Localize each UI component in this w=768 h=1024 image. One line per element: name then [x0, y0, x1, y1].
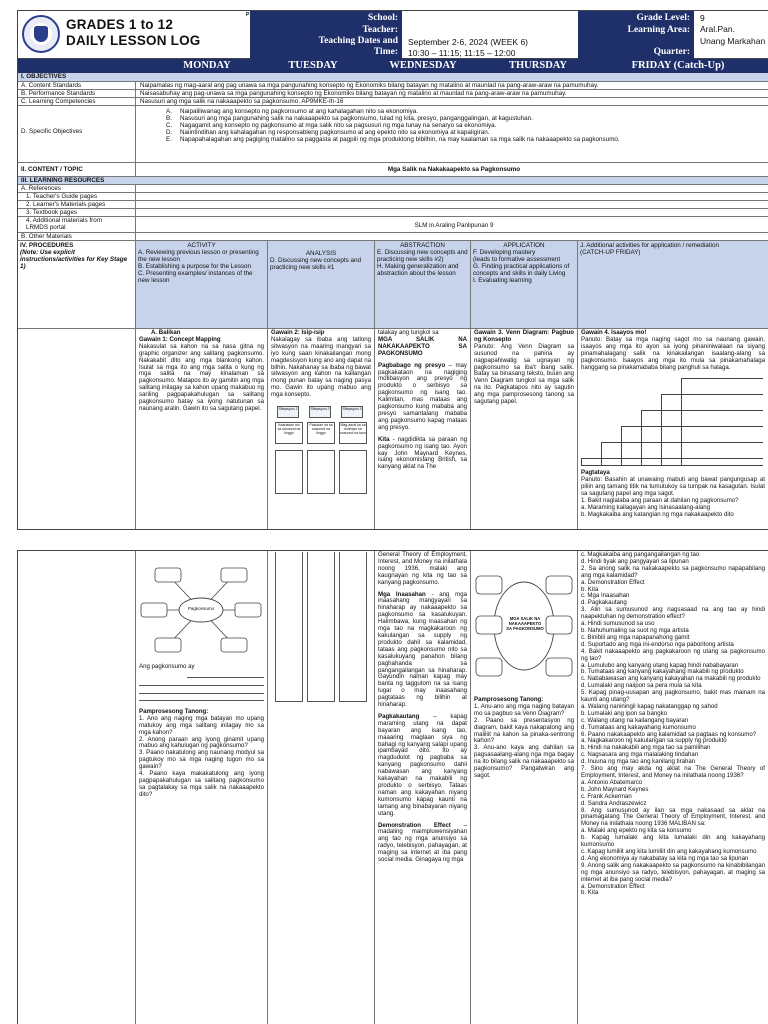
- quiz-questions: c. Magkakaiba ang pangangailangan ng tao d. Hindi tiyak ang pangyayari sa lipunan 2. Sa anong salik na nakakaapekto sa pagkonsumo napapabilang ang mga kalamidad? a. Demonstration Effect b. Kita c. Mga Inaasahan d. Pagkakautang 3. Alin sa sumusunod ang nagsasaad na ang tao ay hindi naapektuhan ng demonstration effect? a. Hindi sumusunod sa uso b. Nahuhumaling sa suot ng mga artista c. Binibili ang mga napapanahong gamit d. Suportado ang mga ini-endorso nga paboritong artista 4. Bakit nakaaapekto ang pagkakaroon ng utang sa pagkonsumo ng tao? a. Lumulubo ang kanyang utang kapag hindi nababayaran b. Tumataas ang kanyang kakayahang makabili ng produkto c. Nababawasan ang kanyang kakayahan na makabili ng produkto d. Lumalaki ang naiipon sa pera mula sa kita 5. Kapag pinag-uusapan ang pagkonsumo, bakit mas mainam na kaunti ang utang? a. Walang naniningil kapag nakatanggap ng sahod b. Lumalaki ang ipon sa bangko c. Walang utang na kailangang bayaran d. Tumataas ang kakayahang kumonsumo 6. Paano nakakaapekto ang kalamidad sa pagtaas ng konsumo? a. Nagkakaroon ng kakulangan sa supply ng produkto b. Hindi na nakakabili ang mga tao sa pamilihan c. Nagsasara ang mga malalaking tindahan d. Inuuna ng mga tao ang kanilang tirahan 7. Sino ang may akda ng aklat na The General Theory of Employment, Interest, and Money na inilathala noong 1936? a. Antonio Abatemarco b. John Maynard Keynes c. Frank Ackerman d. Sandra Andraszewicz 8. Ang sumusunod ay ilan sa mga nakasaad sa aklat na pinamagatang The General Theory of Employment, Interest, and Money na inilathala noong 1936 MALIBAN sa: a. Malaki ang epekto ng kita sa konsumo b. Kapag lumalaki ang kita lumalaki din ang kakayahang kumonsumo c. Kapag lumiliit ang kita lumiliit din ang kakayahang kumonsumo d. Ang ekonomiya ay nakabatay sa kita ng mga tao sa lipunan 9. Anong salik ang nakakaapekto sa pagkonsumo na kinabibilangan ng mga anunsiyo sa radyo, telebisyon, pahayagan, at maging sa internet at iba pang social media? a. Demonstration Effect b. Kita: [581, 551, 765, 897]
- day-monday: MONDAY: [183, 60, 231, 71]
- isip-isip-answer-columns: [271, 552, 371, 702]
- venn-diagram: [474, 562, 574, 697]
- tuesday-col-p1: Gawain 2: Isip-isip Nakalagay sa ibaba ang tatlong sitwasyon na maaring mangyari sa iyo kung saan kinakailangan mong magdesisyon kung ano ang dapat na bilhin. Nakahanay sa ibaba ng bawat sitwasyon ang kahon na kailangan mong punan batay sa naging pasya mo. Gawin ito upang mabuo ang mga konsepto. Sitwasyon 1 Sitwasyon 2 Sitwasyon 3 Kaarawan mo sa susunod na linggo Pasukan na sa susunod na linggo Mag-aaral ka sa kolehiyo sa susunod na taon: [268, 329, 375, 530]
- time-value: 10:30 – 11:15; 11:15 – 12:00: [408, 48, 516, 58]
- isip-isip-diagram: [271, 404, 371, 496]
- content-topic-row: [18, 163, 768, 177]
- school-label: School:: [367, 13, 398, 23]
- wednesday-col-p1: talakay ang tungkol sa MGA SALIK NA NAKAKAAPEKTO SA PAGKONSUMO Pagbabago ng presyo – may pagkakataon na nagiging motibasyon ang presyo ng produkto o serbisyo sa pagkonsumo ng isang tao. Kalimitan, mas mataas ang pagkonsumo kung mababa ang presyo samantalang mababa ang pagkonsumo kapag mataas ang presyo. Kita - nagdidikta sa paraan ng pagkonsumo ng isang tao. Ayon kay John Maynard Keynes, isang ekonomistang British, sa kanyang aklat na The: [375, 329, 471, 530]
- quarter-label: Quarter:: [653, 47, 690, 57]
- teacher-label: Teacher:: [362, 25, 398, 35]
- day-wednesday: WEDNESDAY: [389, 60, 457, 71]
- content-topic-label: II. CONTENT / TOPIC: [18, 163, 136, 176]
- specific-objectives-list: [140, 108, 768, 143]
- content-topic-value: Mga Salik na Nakakaapekto sa Pagkonsumo: [387, 166, 521, 173]
- sitwasyon-3-box: Sitwasyon 3: [341, 406, 363, 418]
- venn-center-label: MGA SALIK NA NAKAAAPEKTO SA PAGKONSUMO: [506, 616, 544, 631]
- day-thursday: THURSDAY: [509, 60, 567, 71]
- time-label: Time:: [373, 47, 398, 57]
- thursday-col-p1: Gawain 3. Venn Diagram: Pagbuo ng Konsepto Panuto: Ang Venn Diagram sa susunod na pahina ay nagpapahiwatig sa ugnayan ng pagkonsumo sa iba't ibang salik. Batay sa binasang teksto, buuin ang Venn Diagram tungkol sa mga salik na ito. Pagkatapos nito ay sagutin ang mga pamprosesong tanong sa sagutang papel.: [471, 329, 578, 530]
- friday-col-p1: Gawain 4. Isaayos mo! Panuto: Batay sa mga naging sagot mo sa naunang gawain, isaayos ang mga ito ayon sa iyong pinaniniwalaan na siyang pinamahalagang salik na kinakailangan isaalang-alang sa pagkonsumo. Isaayos ang mga ito mula sa pinakamahalaga hanggang sa pinakamababa bilang panghuli sa halaga. Pagtataya Panuto: Basahin at unawaing mabuti ang bawat pangungusap at piliin ang tamang titik na tumutukoy sa tumpak na kasagutan. Isulat sa sagutang papel ang mga sagot. 1. Bakit naglalaba ang paraan at dahilan ng pagkonsumo? a. Maraming kailagayan ang isinasaalang-alang b. Magkakaiba ang katangian ng mga nakakaapekto dito: [581, 329, 765, 518]
- sitwasyon-2-box: Sitwasyon 2: [309, 406, 331, 418]
- tg-row: [18, 193, 768, 201]
- situation-box-3: Mag-aaral ka sa kolehiyo sa susunod na taon: [339, 422, 367, 444]
- objective-e: E. Napapahalagahan ang pagiging matalino sa paggasta at pagpili ng mga produktong bibilhin, na may kaalaman sa mga salik na nakaaapekto sa pagkonsumo.: [166, 136, 620, 143]
- situation-box-1: Kaarawan mo sa susunod na linggo: [275, 422, 303, 444]
- tb-row: [18, 209, 768, 217]
- content-standards-label: A. Content Standards: [18, 82, 136, 89]
- other-materials-row: [18, 233, 768, 241]
- additional-materials-value: SLM in Araling Panlipunan 9: [414, 222, 494, 229]
- dates-value: September 2-6, 2024 (WEEK 6): [408, 37, 529, 47]
- deped-seal-icon: [22, 15, 60, 53]
- dates-label: Teaching Dates and: [318, 36, 398, 46]
- competencies-label: C. Learning Competencies: [18, 98, 136, 105]
- concept-map-diagram: [139, 562, 264, 662]
- answer-box-3: [339, 450, 367, 494]
- procedures-label-cell: IV. PROCEDURES (Note: Use explicit instructions/activities for Key Stage 1): [18, 241, 136, 328]
- additional-materials-row: [18, 217, 768, 233]
- area-value: Aral.Pan.: [700, 24, 735, 34]
- tb-label: 3. Textbook pages: [18, 209, 136, 216]
- ang-pagkonsumo-label: Ang pagkonsumo ay: [139, 663, 195, 670]
- label-col-p1: [18, 329, 136, 530]
- resources-section: III. LEARNING RESOURCES: [18, 177, 768, 185]
- content-standards-row: [18, 82, 768, 90]
- grade-label: Grade Level:: [636, 13, 690, 23]
- answer-lines: [139, 671, 264, 701]
- tg-label: 1. Teacher's Guide pages: [18, 193, 136, 200]
- document-title: GRADES 1 to 12 DAILY LESSON LOG: [66, 17, 201, 48]
- objective-d: D. Naiintindihan ang kahalagahan ng responsableng pagkonsumo at ang epekto nito sa ekonomiya at kapaligiran.: [166, 129, 490, 136]
- activity-cell: ACTIVITY A. Reviewing previous lesson or presenting the new lesson B. Establishing a purpose for the Lesson C. Presenting examples/ instances of the new lesson: [136, 241, 268, 328]
- label-col-p2: [18, 551, 136, 1024]
- day-friday: FRIDAY (Catch-Up): [631, 60, 725, 71]
- dll-page-1: [17, 10, 768, 530]
- area-label: Learning Area:: [627, 25, 690, 35]
- dll-header: [18, 11, 768, 59]
- abstraction-cell: ABSTRACTION E. Discussing new concepts and practicing new skills #2) H. Making generalization and abstraction about the lesson: [375, 241, 471, 328]
- wednesday-col-p2: General Theory of Employment, Interest, and Money na inilathala noong 1936, malaki ang kaugnayan ng kita ng tao sa kanyang pagkonsumo. Mga Inaasahan - ang mga inaasahang mangyayari sa hinaharap ay nakaaapekto sa pagkonsumo sa kasalukuyan. Halimbawa, kung inaasahan ng mga tao na magkakaroon ng kakulangan sa supply ng produkto dahil sa kalamidad, tataas ang pagkonsumo nito sa kasalukuyang panahon bilang paghahanda sa pangangailangan sa hinaharap. Gayundin naman kapag may banta ng taggutom na sa isang lugar o may inaasahang pagtataas ng bilihin at hinaharap. Pagkakautang – kapag maraming utang na dapat bayaran ang isang tao, maaaring maglaan siya ng bahagi ng kanyang salapi upang ipambayad dito. Ito ay magdudulot ng pagbaba sa kanyang pagkonsumo dahil nabawasan ang kanyang kakayahan na makabili ng produkto o serbisyo. Tataas naman ang kakayahan niyang kumonsumo kapag kaunti na lamang ang binabayaran niyang utang. Demonstration Effect – madaling maimpluwensiyahan ang tao ng mga anunsiyo sa radyo, telebisyon, pahayagan, at maging sa internet at iba pang social media. Ginagaya ng mga: [375, 551, 471, 1024]
- answer-box-2: [307, 450, 335, 494]
- objective-b: B. Nasusuri ang mga pangunahing salik na nakaaapekto sa pagkonsumo, tulad ng kita, presyo, panganggalingan, at kagustuhan.: [166, 115, 533, 122]
- lm-row: [18, 201, 768, 209]
- competencies-row: [18, 98, 768, 106]
- grade-value: 9: [700, 13, 705, 23]
- specific-objectives-row: [18, 106, 768, 163]
- objective-a: A. Naipaliliwanag ang konsepto ng pagkonsumo at ang kahalagahan nito sa ekonomiya.: [166, 108, 419, 115]
- performance-standards-label: B. Performance Standards: [18, 90, 136, 97]
- situation-box-2: Pasukan na sa susunod na linggo: [307, 422, 335, 444]
- sitwasyon-1-box: Sitwasyon 1: [277, 406, 299, 418]
- competencies-value: Nasusuri ang mga salik na nakaaapekto sa pagkonsumo. AP9MKE-Ih-16: [140, 98, 344, 105]
- tuesday-col-p2: [268, 551, 375, 1024]
- objective-c: C. Nagagamit ang konsepto ng pagkonsumo at mga salik nito sa pagsusuri ng mga tunay na senaryo sa ekonomiya.: [166, 122, 497, 129]
- other-materials-label: B. Other Materials: [18, 233, 136, 240]
- monday-col-p1: A. Balikan Gawain 1: Concept Mapping Nakasulat sa kahon na sa nasa gitna ng graphic organizer ang salitang pagkonsumo. Nakakabit dito ang mga blankong kahon. Isulat sa mga ito ang mga salita o kung ng mga salita na may kinalaman sa pagkonsumo. Matapos ito ay gamitin ang mga salitang inilagay sa kahon upang makabuo ng sariling pagpapakahulugan sa salitang pagkonsumo batay sa iyong natutunan sa naunang aralin. Gawin ito sa sagutang papel.: [136, 329, 268, 530]
- friday-activities-cell: J. Additional activities for application / remediation (CATCH-UP FRIDAY): [578, 241, 768, 328]
- friday-col-p2: [578, 551, 768, 1024]
- quarter-value: Unang Markahan: [700, 36, 766, 46]
- analysis-cell: ANALYSIS D. Discussing new concepts and practicing new skills #1: [268, 241, 375, 328]
- day-tuesday: TUESDAY: [288, 60, 338, 71]
- lm-label: 2. Learner's Materials pages: [18, 201, 136, 208]
- references-row: [18, 185, 768, 193]
- performance-standards-row: [18, 90, 768, 98]
- objectives-section: I. OBJECTIVES: [18, 73, 768, 82]
- performance-standards-value: Naisasabuhay ang pag-unawa sa mga pangunahing konsepto ng Ekonomiks bilang batayan ng matalino at maunlad na pang-araw-araw na pamumuhay.: [140, 90, 567, 97]
- content-standards-value: Naipamalas ng mag-aaral ang pag unawa sa mga pangunahing konsepto ng Ekonomiks bilang batayan ng matalino at maunlad na pang-araw-araw na pamumuhay.: [140, 82, 599, 89]
- application-cell: APPLICATION F. Developing mastery (leads to formative assessment G. Finding practical applications of concepts and skills in daily Living I. Evaluating learning: [471, 241, 578, 328]
- concept-map-center: Pagkonsumo: [187, 606, 215, 611]
- monday-col-p2: Pagkonsumo Ang pagkonsumo ay Pamprosesong Tanong: 1. Ano ang naging mga batayan mo upang matukoy ang mga salitang inilagay mo sa mga kahon? 2. Anong paraan ang iyong ginamit upang mabuo ang kahulugan ng pagkonsumo? 3. Paano nakatulong ang naunang modyul sa pagtukoy mo sa mga naging tugon mo sa gawain? 4. Paano kaya makakatulong ang iyong pagpapakahulugan sa salitang pagkonsumo sa pagtalakay sa mga salik na nakaaapekto dito?: [136, 551, 268, 1024]
- procedures-header-row: [18, 241, 768, 329]
- isaayos-stairs-diagram: [581, 376, 765, 466]
- p-mark: P: [246, 12, 250, 18]
- day-header-bar: [18, 59, 768, 73]
- thursday-col-p2: MGA SALIK NA NAKAAAPEKTO SA PAGKONSUMO Pamprosesong Tanong: 1. Anu-ano ang mga naging batayan mo sa pagbuo sa Venn Diagram? 2. Paano sa presentasyon ng diagram, bakit kaya nakapatong ang maliliit na kahon sa pinaka-sentrong kahon? 3. Anu-ano kaya ang dahilan sa pagsasaalang-alang nga mga bagay na ito bilang salik na nakaaapekto sa pagkonsumo? Pangatwiran ang sagot.: [471, 551, 578, 1024]
- specific-objectives-label: D. Specific Objectives: [18, 106, 136, 162]
- additional-materials-label: 4. Additional materials from LRMDS portal: [18, 217, 136, 232]
- answer-box-1: [275, 450, 303, 494]
- references-label: A. References: [18, 185, 136, 192]
- dll-page-2: [17, 550, 768, 1024]
